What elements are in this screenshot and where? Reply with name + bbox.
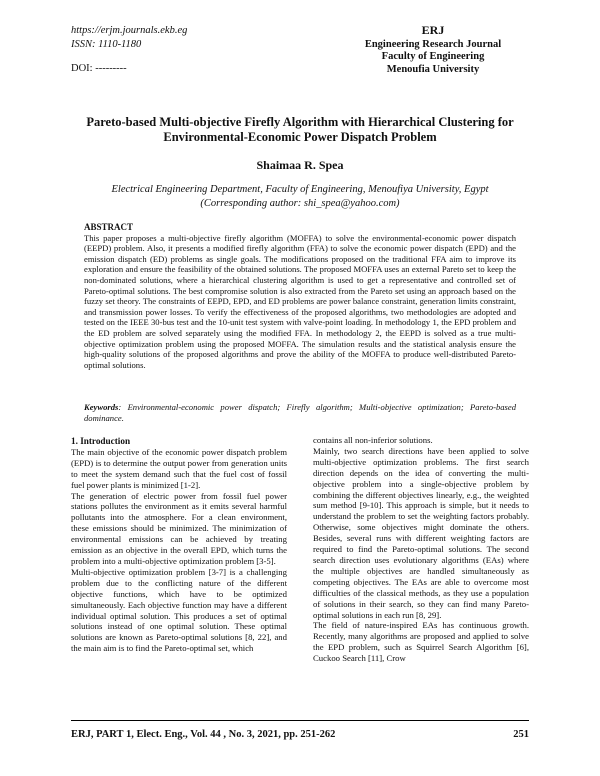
section-heading-introduction: 1. Introduction xyxy=(71,436,131,446)
abstract-text: This paper proposes a multi-objective firefly algorithm (MOFFA) to solve the environmental-economic power dispatch (EEPD) problem. Also, it presents a modified firefly algorithm (FFA) to solve the economic power dispatch (EPD) and the emission dispatch (ED) problems as single goals. The modifications proposed on the traditional FFA aim to improve its exploration and ensure the feasibility of the obtained solutions. The proposed MOFFA uses an external Pareto set to keep the non-dominated solutions, where a hierarchical clustering algorithm is used to get a representative and controlled set of Pareto-optimal solutions. The best compromise solution is also extracted from the Pareto set using an approach based on the fuzzy set theory. The constraints of EEPD, EPD, and ED problems are power balance constraint, generation limits constraint, and transmission power losses. To verify the effectiveness of the proposed algorithms, two methodologies are adopted and tested on the IEEE 30-bus test and the 10-unit test system with valve-point loading. In methodology 1, the EPD problem and the ED problem are solved separately using the modified FFA. In methodology 2, the EEPD is solved as a true multi-objective optimization problem using the proposed MOFFA. The simulation results and the statistical analysis ensure the high-quality solutions of the proposed algorithms and prove the ability of the MOFFA to produce well-distributed Pareto-optimal solutions. xyxy=(84,232,516,370)
body-paragraph: Mainly, two search directions have been applied to solve multi-objective optimization problems. The first search direction depends on the idea of converting the multi-objective problem into a single-objective problem by combining the different objectives linearly, e.g., the weighted sum method [9-10]. This approach is simple, but it needs to understand the problem to set the weighting factors probably. Otherwise, some objectives might dominate the others. Besides, several runs with different weighting factors are required to find the Pareto-optimal solutions. The second search direction uses evolutionary algorithms (EAs) where the multiple objectives are handled simultaneously as competing objectives. The EAs are able to overcome most difficulties of the classical methods, as they use a population of solutions in their search, so they can find many Pareto-optimal solutions in each run [8, 29]. xyxy=(313,445,529,620)
body-paragraph: The generation of electric power from fossil fuel power stations pollutes the environment as it emits several harmful pollutants into the atmosphere. For a clean environment, these emissions should be minimized. The minimization of environmental emissions can be achieved by treating emission as an objective in the overall EPD, which turns the problem into a multi-objective optimization problem [3-5]. xyxy=(71,490,287,566)
keywords-text: : Environmental-economic power dispatch; Firefly algorithm; Multi-objective optimization; Pareto-based dominance. xyxy=(84,402,516,423)
body-paragraph: contains all non-inferior solutions. xyxy=(313,435,433,445)
keywords xyxy=(84,402,516,423)
affiliation-text: Electrical Engineering Department, Faculty of Engineering, Menoufiya University, Egypt xyxy=(111,184,489,195)
left-column xyxy=(71,436,287,654)
keywords-label: Keywords xyxy=(84,402,119,412)
author-name: Shaimaa R. Spea xyxy=(256,158,344,172)
journal-url[interactable]: https://erjm.journals.ekb.eg xyxy=(71,25,188,36)
journal-header-right xyxy=(348,24,518,76)
journal-abbreviation: ERJ xyxy=(421,23,445,37)
faculty-name: Faculty of Engineering xyxy=(381,51,485,62)
body-paragraph: The field of nature-inspired EAs has continuous growth. Recently, many algorithms are proposed and applied to solve the EPD problem, such as Squirrel Search Algorithm [6], Cuckoo Search [11], Crow xyxy=(313,620,529,664)
issn: ISSN: 1110-1180 xyxy=(71,39,142,50)
abstract xyxy=(84,222,516,370)
footer-citation: ERJ, PART 1, Elect. Eng., Vol. 44 , No. 3, 2021, pp. 251-262 xyxy=(71,729,336,740)
journal-name: Engineering Research Journal xyxy=(364,38,502,50)
paper-title: Pareto-based Multi-objective Firefly Algorithm with Hierarchical Clustering for Environmental-Economic Power Dispatch Problem xyxy=(86,115,514,144)
right-column xyxy=(313,435,529,664)
university-name: Menoufia University xyxy=(386,63,480,75)
body-paragraph: The main objective of the economic power dispatch problem (EPD) is to determine the output power from generation units to meet the system demand such that the fuel cost of fossil fuel power plants is minimized [1-2]. xyxy=(71,446,287,490)
journal-header-left xyxy=(71,24,187,76)
corresponding-author: (Corresponding author: shi_spea@yahoo.com) xyxy=(200,197,400,209)
body-paragraph: Multi-objective optimization problem [3-7] is a challenging problem due to the conflicting nature of the different objective functions, which have to be optimized simultaneously. Each objective function may have a different individual optimal solution. This produces a set of optimal solutions instead of one optimal solution. These optimal solutions are known as Pareto-optimal solutions [8, 22], and the main aim is to find the Pareto-optimal set, which xyxy=(71,566,287,654)
footer-divider xyxy=(71,720,529,721)
doi: DOI: --------- xyxy=(71,63,127,74)
abstract-heading: ABSTRACT xyxy=(84,222,134,232)
author-affiliation xyxy=(60,183,540,210)
page-footer xyxy=(71,729,529,740)
page-number: 251 xyxy=(513,729,529,740)
